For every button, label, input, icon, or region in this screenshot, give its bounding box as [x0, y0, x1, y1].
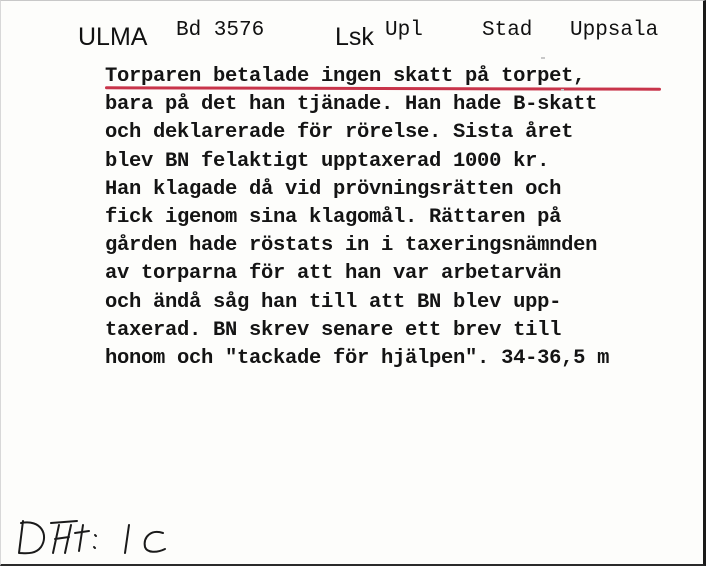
text-line: bara på det han tjänade. Han hade B-skatt	[105, 93, 598, 117]
record-text	[105, 63, 609, 373]
text-line: och ändå såg han till att BN blev upp-	[105, 290, 562, 314]
text-line: fick igenom sina klagomål. Rättaren på	[105, 205, 562, 229]
place-label: Stad	[482, 19, 533, 42]
text-line: och deklarerade för rörelse. Sista året	[105, 121, 574, 145]
archive-label: ULMA	[78, 23, 148, 51]
text-line: av torparna för att han var arbetarvän	[105, 262, 562, 286]
text-line: blev BN felaktigt upptaxerad 1000 kr.	[105, 149, 550, 173]
text-line: taxerad. BN skrev senare ett brev till	[105, 318, 562, 342]
volume-number: Bd 3576	[176, 19, 265, 42]
text-line: Han klagade då vid prövningsrätten och	[105, 177, 562, 201]
place-value: Uppsala	[570, 19, 659, 42]
text-line: Torparen betalade ingen skatt på torpet,	[105, 65, 586, 88]
text-line: gården hade röstats in i taxeringsnämnden	[105, 234, 598, 258]
paper-speck	[561, 89, 564, 91]
landskap-label: Lsk	[335, 23, 374, 51]
paper-speck	[541, 57, 545, 59]
text-line: honom och "tackade för hjälpen". 34-36,5 m	[105, 346, 610, 370]
landskap-value: Upl	[385, 19, 423, 42]
handwritten-signature	[11, 501, 191, 561]
